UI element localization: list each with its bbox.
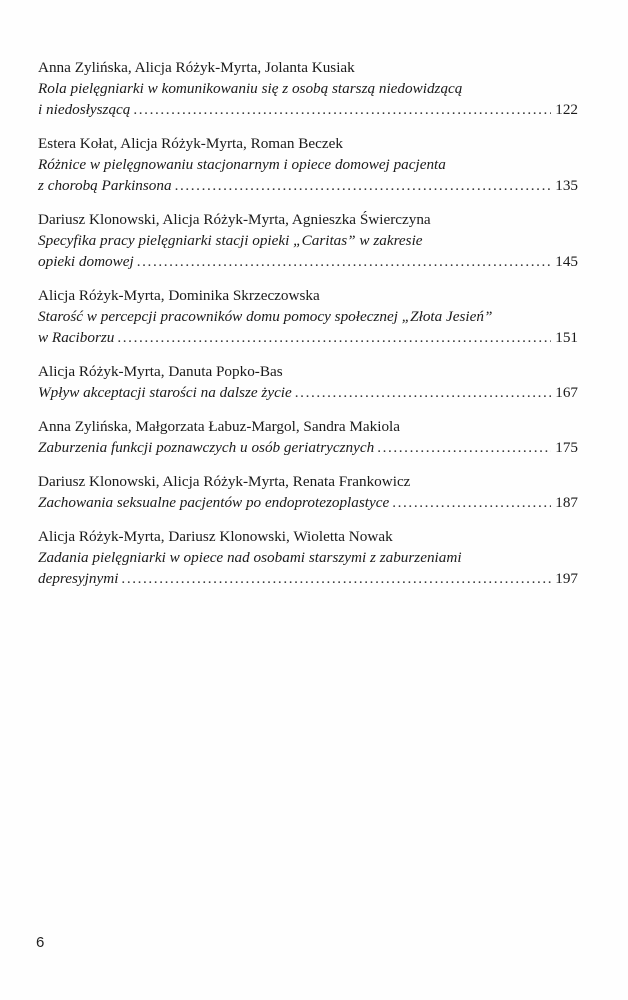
entry-title-line: Rola pielęgniarki w komunikowaniu się z osobą starszą niedowidzącą bbox=[38, 80, 463, 97]
entry-title-tail: i niedosłyszącą bbox=[38, 101, 131, 118]
entry-authors: Estera Kołat, Alicja Różyk-Myrta, Roman Beczek bbox=[38, 135, 343, 152]
dot-leader bbox=[295, 382, 551, 403]
entry-authors: Dariusz Klonowski, Alicja Różyk-Myrta, Renata Frankowicz bbox=[38, 473, 411, 490]
entry-page-number: 151 bbox=[555, 329, 578, 346]
entry-page-number: 197 bbox=[555, 570, 578, 587]
toc-entry bbox=[38, 526, 578, 590]
entry-title-last-line bbox=[38, 99, 578, 120]
entry-page-number: 145 bbox=[555, 253, 578, 270]
page-folio-number: 6 bbox=[36, 934, 45, 951]
toc-entry bbox=[38, 416, 578, 459]
entry-authors: Dariusz Klonowski, Alicja Różyk-Myrta, Agnieszka Świerczyna bbox=[38, 211, 431, 228]
entry-title-tail: w Raciborzu bbox=[38, 329, 115, 346]
entry-title-line: Różnice w pielęgnowaniu stacjonarnym i opiece domowej pacjenta bbox=[38, 156, 446, 173]
entry-page-number: 122 bbox=[555, 101, 578, 118]
toc-entry bbox=[38, 361, 578, 404]
entry-title-tail: Zachowania seksualne pacjentów po endoprotezoplastyce bbox=[38, 494, 390, 511]
entry-title-last-line bbox=[38, 175, 578, 196]
toc-entry bbox=[38, 471, 578, 514]
entry-title-last-line bbox=[38, 437, 578, 458]
entry-page-number: 167 bbox=[555, 384, 578, 401]
toc-entry bbox=[38, 209, 578, 273]
entry-title-last-line bbox=[38, 568, 578, 589]
entry-page-number: 135 bbox=[555, 177, 578, 194]
entry-title-last-line bbox=[38, 251, 578, 272]
entry-title-tail: depresyjnymi bbox=[38, 570, 119, 587]
entry-title-tail: Zaburzenia funkcji poznawczych u osób geriatrycznych bbox=[38, 439, 375, 456]
entry-title-line: Starość w percepcji pracowników domu pomocy społecznej „Złota Jesień” bbox=[38, 308, 493, 325]
dot-leader bbox=[392, 492, 551, 513]
toc-entry bbox=[38, 133, 578, 197]
toc-entry bbox=[38, 57, 578, 121]
entry-authors: Alicja Różyk-Myrta, Danuta Popko-Bas bbox=[38, 363, 283, 380]
entry-title-tail: opieki domowej bbox=[38, 253, 134, 270]
table-of-contents bbox=[38, 57, 578, 590]
entry-title-last-line bbox=[38, 382, 578, 403]
entry-title-last-line bbox=[38, 327, 578, 348]
toc-entry bbox=[38, 285, 578, 349]
entry-authors: Alicja Różyk-Myrta, Dominika Skrzeczowska bbox=[38, 287, 320, 304]
entry-title-last-line bbox=[38, 492, 578, 513]
entry-authors: Anna Zylińska, Małgorzata Łabuz-Margol, Sandra Makiola bbox=[38, 418, 401, 435]
entry-page-number: 187 bbox=[555, 494, 578, 511]
dot-leader bbox=[175, 175, 552, 196]
entry-title-line: Specyfika pracy pielęgniarki stacji opieki „Caritas” w zakresie bbox=[38, 232, 423, 249]
entry-authors: Anna Zylińska, Alicja Różyk-Myrta, Jolanta Kusiak bbox=[38, 59, 355, 76]
dot-leader bbox=[133, 99, 551, 120]
entry-title-line: Zadania pielęgniarki w opiece nad osobami starszymi z zaburzeniami bbox=[38, 549, 462, 566]
entry-title-tail: Wpływ akceptacji starości na dalsze życie bbox=[38, 384, 292, 401]
dot-leader bbox=[121, 568, 551, 589]
dot-leader bbox=[377, 437, 551, 458]
entry-page-number: 175 bbox=[555, 439, 578, 456]
dot-leader bbox=[117, 327, 551, 348]
dot-leader bbox=[137, 251, 551, 272]
entry-title-tail: z chorobą Parkinsona bbox=[38, 177, 172, 194]
entry-authors: Alicja Różyk-Myrta, Dariusz Klonowski, Wioletta Nowak bbox=[38, 528, 393, 545]
